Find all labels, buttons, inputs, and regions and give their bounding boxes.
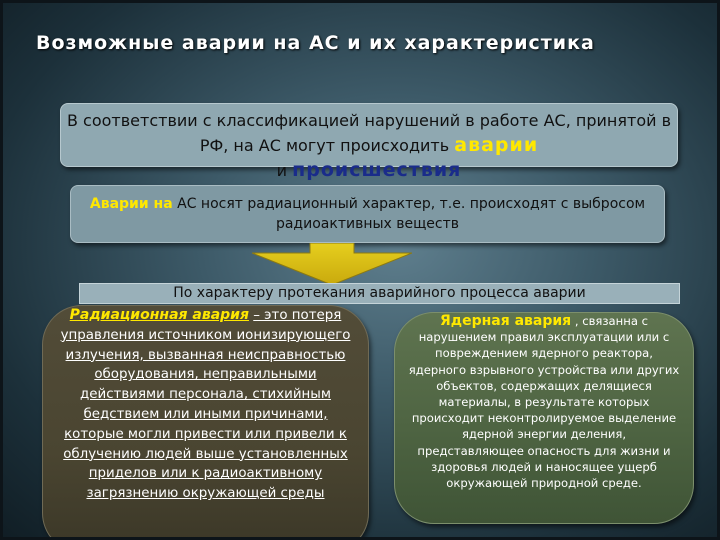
process-label: По характеру протекания аварийного процесса аварии xyxy=(79,283,680,304)
slide-title: Возможные аварии на АС и их характеристика xyxy=(36,32,595,54)
accidents-text: АС носят радиационный характер, т.е. происходят с выбросом радиоактивных веществ xyxy=(177,196,646,232)
intro-text: В соответствии с классификацией нарушений в работе АС, принятой в РФ, на АС могут происходить xyxy=(66,111,672,155)
accidents-lead: Аварии на xyxy=(89,196,173,212)
radiation-accident-box xyxy=(42,305,369,540)
radiation-definition: – это потеря управления источником ионизирующего излучения, вызванная неисправностью оборудования, неправильными действиями персонала, стихийным бедствием или иными причинами, которые могли привести или привели к облучению людей выше установленных приделов или к радиоактивному загрязнению окружающей среды xyxy=(60,308,351,502)
down-arrow-icon xyxy=(252,243,412,285)
intro-conj: и xyxy=(276,161,288,180)
accidents-box xyxy=(70,185,665,243)
intro-box xyxy=(60,103,678,181)
accidents-word: аварии xyxy=(454,134,539,156)
nuclear-term: Ядерная авария xyxy=(439,313,572,329)
nuclear-accident-box xyxy=(394,312,694,524)
radiation-term: Радиационная авария xyxy=(69,307,249,323)
nuclear-definition: , связанна с нарушением правил эксплуатации или с повреждением ядерного реактора, ядерного взрывного устройства или других объектов, содержащих делящиеся материалы, в результате которых происходит неконтролируемое выделение ядерной энергии деления, представляющее опасность для жизни и здоровья людей и наносящее ущерб окружающей природной среде. xyxy=(408,314,680,491)
incidents-word: происшествия xyxy=(292,159,462,181)
